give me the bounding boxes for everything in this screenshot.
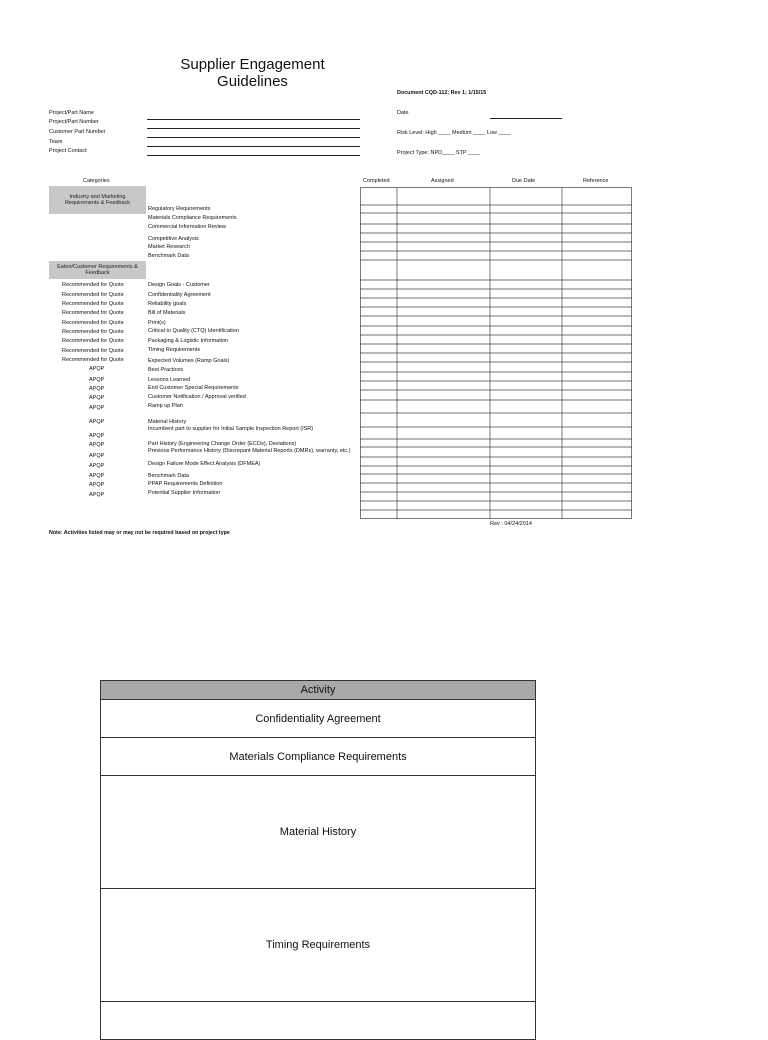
row-category: APQP bbox=[89, 405, 105, 411]
row-activity: Print(s) bbox=[148, 320, 166, 326]
row-category: APQP bbox=[89, 453, 105, 459]
row-activity: Previous Performance History (Discrepant Material Reports (DMRs), warranty, etc.) bbox=[148, 448, 351, 454]
row-activity: Reliability goals bbox=[148, 301, 187, 307]
row-category: Recommended for Quote bbox=[62, 348, 124, 354]
activity-incumbent-isr: Incumbent part to supplier for Initial Sample Inspection Report (ISR) bbox=[148, 426, 314, 432]
header-due-date: Due Date bbox=[512, 178, 536, 184]
row-activity: Expected Volumes (Ramp Goals) bbox=[148, 358, 230, 364]
date-field-line[interactable] bbox=[490, 118, 562, 119]
activity-row-label: Materials Compliance Requirements bbox=[229, 750, 407, 763]
activity-row-label: Timing Requirements bbox=[265, 939, 371, 951]
tracking-grid[interactable] bbox=[360, 187, 632, 519]
activity-materials-compliance: Materials Compliance Requirements bbox=[148, 215, 237, 221]
activity-market-research: Market Research bbox=[148, 244, 190, 250]
row-activity: Bill of Materials bbox=[148, 310, 186, 316]
category-group-industry-marketing-label: Industry and Marketing Requirements & Feedback bbox=[64, 193, 131, 206]
row-category: Recommended for Quote bbox=[62, 292, 124, 298]
row-category: Recommended for Quote bbox=[62, 301, 124, 307]
row-activity: Timing Requirements bbox=[148, 347, 201, 353]
row-category: APQP bbox=[89, 377, 105, 383]
header-reference: Reference bbox=[583, 178, 609, 184]
activity-row-material-history bbox=[101, 776, 535, 889]
activity-table bbox=[100, 680, 536, 1040]
row-activity: Lessons Learned bbox=[148, 377, 191, 383]
row-category: APQP bbox=[89, 433, 105, 439]
activity-material-history: Material History bbox=[148, 419, 187, 425]
row-activity: Design Goals - Customer bbox=[148, 282, 210, 288]
activity-regulatory-requirements: Regulatory Requirements bbox=[148, 206, 211, 212]
row-category: APQP bbox=[89, 395, 105, 401]
activity-competitive-analysis: Competitive Analysis bbox=[148, 236, 199, 242]
field-label-project-part-number: Project/Part Number bbox=[49, 119, 99, 125]
category-group-eaton-customer-label: Eaton/Customer Requirements & Feedback bbox=[57, 263, 138, 276]
header-completed: Completed bbox=[363, 178, 390, 184]
row-activity: End Customer Special Requirements bbox=[148, 385, 239, 391]
row-activity: Benchmark Data bbox=[148, 473, 189, 479]
row-category: APQP bbox=[89, 473, 105, 479]
row-activity: Packaging & Logistic Information bbox=[148, 338, 229, 344]
activity-row-timing-requirements bbox=[101, 889, 535, 1002]
activity-row-confidentiality bbox=[101, 700, 535, 738]
row-activity: PPAP Requirements Definition bbox=[148, 481, 223, 487]
row-activity: Design Failure Mode Effect Analysis (DFMEA) bbox=[148, 461, 261, 467]
row-activity: Part History (Engineering Change Order (ECOs), Deviations) bbox=[148, 441, 297, 447]
field-label-customer-part-number: Customer Part Number bbox=[49, 129, 106, 135]
field-line-team[interactable] bbox=[147, 146, 360, 147]
field-label-project-contact: Project Contact bbox=[49, 148, 87, 154]
row-category: Recommended for Quote bbox=[62, 338, 124, 344]
title-line-1: Supplier Engagement bbox=[180, 56, 325, 73]
row-category: Recommended for Quote bbox=[62, 329, 124, 335]
field-label-team: Team bbox=[49, 139, 63, 145]
row-activity: Customer Notification / Approval verified bbox=[148, 394, 246, 400]
row-activity: Potential Supplier Information bbox=[148, 490, 221, 496]
activity-table-header: Activity bbox=[101, 681, 535, 700]
row-category: APQP bbox=[89, 419, 105, 425]
category-group-industry-marketing bbox=[49, 186, 146, 214]
tracking-grid-lines bbox=[360, 187, 632, 519]
row-activity: Ramp up Plan bbox=[148, 403, 183, 409]
row-category: APQP bbox=[89, 492, 105, 498]
activity-row-materials-compliance bbox=[101, 738, 535, 776]
document-number: Document CQD-112; Rev 1; 1/15/15 bbox=[397, 90, 487, 96]
risk-level-label: Risk Level: High ____ Medium ____ Low ____ bbox=[397, 130, 511, 136]
row-category: APQP bbox=[89, 442, 105, 448]
activity-row-label: Confidentiality Agreement bbox=[255, 712, 381, 725]
date-label: Date bbox=[397, 110, 409, 116]
row-activity: Critical to Quality (CTQ) Identification bbox=[148, 328, 239, 334]
row-category: Recommended for Quote bbox=[62, 310, 124, 316]
row-category: Recommended for Quote bbox=[62, 282, 124, 288]
page-title bbox=[160, 56, 345, 90]
row-activity: Confidentiality Agreement bbox=[148, 292, 211, 298]
activity-commercial-information: Commercial Information Review bbox=[148, 224, 226, 230]
row-category: APQP bbox=[89, 386, 105, 392]
field-line-project-part-name[interactable] bbox=[147, 119, 360, 120]
header-categories: Categories bbox=[83, 178, 110, 184]
project-type-label: Project Type: NPD____ STP ____ bbox=[397, 150, 481, 156]
row-category: Recommended for Quote bbox=[62, 320, 124, 326]
title-line-2: Guidelines bbox=[217, 73, 288, 90]
row-activity: Best Practices bbox=[148, 367, 184, 373]
footnote: Note: Activities listed may or may not be required based on project type bbox=[49, 530, 230, 536]
field-line-project-part-number[interactable] bbox=[147, 128, 360, 129]
row-category: APQP bbox=[89, 482, 105, 488]
activity-benchmark-data: Benchmark Data bbox=[148, 253, 189, 259]
field-label-project-part-name: Project/Part Name bbox=[49, 110, 94, 116]
field-line-project-contact[interactable] bbox=[147, 155, 360, 156]
row-category: APQP bbox=[89, 366, 105, 372]
row-category: Recommended for Quote bbox=[62, 357, 124, 363]
category-group-eaton-customer bbox=[49, 261, 146, 279]
row-category: APQP bbox=[89, 463, 105, 469]
activity-row-label: Material History bbox=[279, 826, 357, 838]
field-line-customer-part-number[interactable] bbox=[147, 137, 360, 138]
revision-date: Rev : 04/24/2014 bbox=[490, 521, 532, 527]
header-assigned: Assigned bbox=[431, 178, 454, 184]
